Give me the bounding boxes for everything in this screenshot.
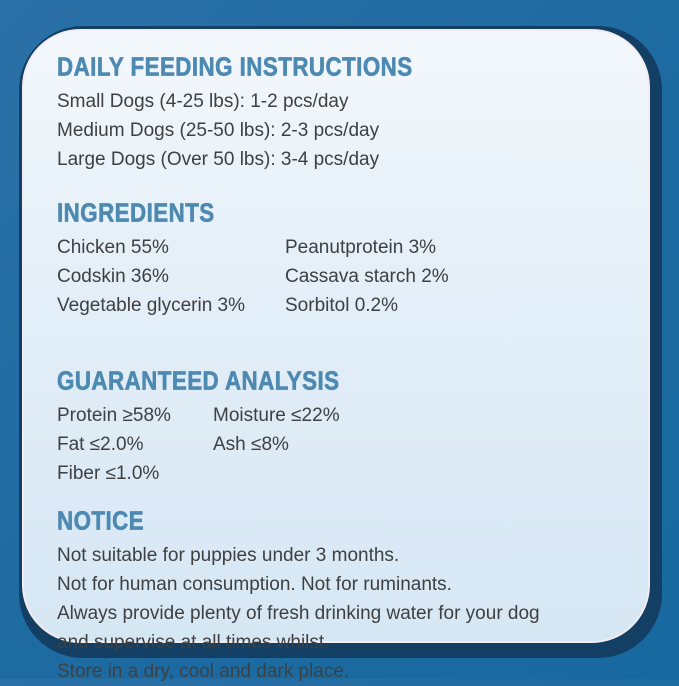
notice-line: and supervise at all times whilst. [57, 632, 330, 653]
guaranteed-analysis-heading: GUARANTEED ANALYSIS [57, 366, 340, 397]
feeding-line-large: Large Dogs (Over 50 lbs): 3-4 pcs/day [57, 149, 380, 170]
label-card [22, 29, 650, 682]
section-ingredients [57, 199, 620, 320]
analysis-item: Moisture ≤22% [213, 405, 340, 426]
ingredients-column-1 [57, 233, 285, 320]
notice-line: Not for human consumption. Not for ruminants. [57, 574, 452, 595]
ingredients-heading: INGREDIENTS [57, 198, 215, 229]
section-daily-feeding [57, 53, 620, 174]
analysis-item: Ash ≤8% [213, 434, 289, 455]
feeding-line-medium: Medium Dogs (25-50 lbs): 2-3 pcs/day [57, 120, 380, 141]
ingredient-item: Vegetable glycerin 3% [57, 295, 246, 316]
analysis-column-1 [57, 401, 213, 488]
daily-feeding-heading: DAILY FEEDING INSTRUCTIONS [57, 52, 413, 83]
ingredient-item: Chicken 55% [57, 237, 169, 258]
notice-heading: NOTICE [57, 506, 145, 537]
notice-line: Store in a dry, cool and dark place. [57, 661, 350, 682]
section-guaranteed-analysis [57, 367, 620, 488]
ingredient-item: Peanutprotein 3% [285, 237, 437, 258]
ingredient-item: Cassava starch 2% [285, 266, 449, 287]
ingredient-item: Codskin 36% [57, 266, 169, 287]
analysis-item: Protein ≥58% [57, 405, 171, 426]
section-notice [57, 507, 620, 686]
ingredients-column-2 [285, 233, 449, 320]
notice-line: Always provide plenty of fresh drinking water for your dog [57, 603, 540, 624]
label-shadow [19, 26, 662, 682]
ingredient-item: Sorbitol 0.2% [285, 295, 399, 316]
analysis-item: Fat ≤2.0% [57, 434, 144, 455]
feeding-line-small: Small Dogs (4-25 lbs): 1-2 pcs/day [57, 91, 349, 112]
notice-line: Not suitable for puppies under 3 months. [57, 545, 400, 566]
analysis-item: Fiber ≤1.0% [57, 463, 160, 484]
analysis-column-2 [213, 401, 340, 488]
